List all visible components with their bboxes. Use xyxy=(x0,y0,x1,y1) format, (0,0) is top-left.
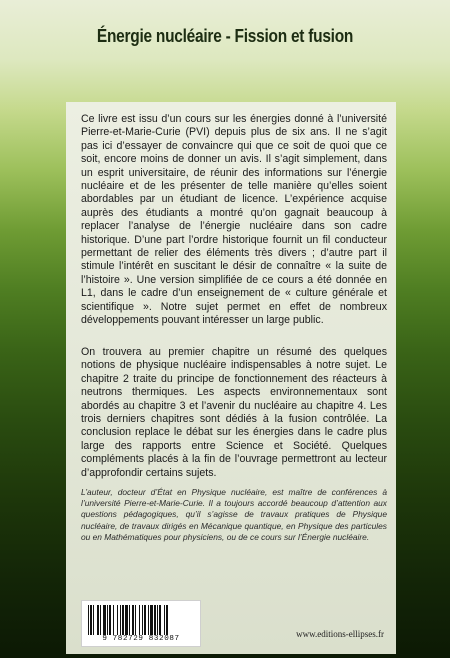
publisher-website: www.editions-ellipses.fr xyxy=(296,629,384,639)
isbn-barcode xyxy=(81,600,201,647)
blurb-paragraph-1: Ce livre est issu d’un cours sur les énergies donné à l’université Pierre-et-Marie-Curie (PVI) depuis plus de six ans. Il ne s’agit pas ici d’essayer de convaincre qui que ce soit de quoi que ce soit, encore moins de donner un avis. Il s’agit simplement, dans un esprit universitaire, de réunir des informations sur l’énergie nucléaire et de les présenter de telle manière qu’elles soient abordables par un étudiant de licence. L’expérience acquise auprès des étudiants a montré qu’on gagnait beaucoup à replacer l’analyse de l’énergie nucléaire dans son cadre historique. D’une part l’ordre historique fournit un fil conducteur permettant de relier des éléments très divers ; d’autre part il stimule l’intérêt en suscitant le désir de connaître « la suite de l’histoire ». Une version simplifiée de ce cours a été donnée en L1, dans le cadre d’un enseignement de « culture générale et scientifique ». Notre sujet permet en effet de nombreux développements pouvant intéresser un large public. xyxy=(81,113,387,327)
barcode-icon xyxy=(88,605,196,635)
author-bio: L’auteur, docteur d’État en Physique nucléaire, est maître de conférences à l’université Pierre-et-Marie-Curie. Il a toujours accordé beaucoup d’attention aux questions pédagogiques, qu’il s’agisse de travaux pratiques de Physique nucléaire, de travaux dirigés en Mécanique quantique, en Physique des particules ou en Mathématiques pour physiciens, ou de ce cours sur l’Énergie nucléaire. xyxy=(81,487,387,542)
isbn-number: 9 782729 832087 xyxy=(102,635,180,643)
blurb-paragraph-2: On trouvera au premier chapitre un résumé des quelques notions de physique nucléaire indispensables à notre sujet. Le chapitre 2 traite du principe de fonctionnement des réacteurs à neutrons thermiques. Les aspects environnementaux sont abordés au chapitre 3 et l’avenir du nucléaire au chapitre 4. Les trois derniers chapitres sont dédiés à la fusion contrôlée. La conclusion replace le débat sur les énergies dans le cadre plus large des rapports entre Science et Société. Quelques compléments placés à la fin de l’ouvrage permettront au lecteur d’approfondir certains sujets. xyxy=(81,346,387,479)
book-title: Énergie nucléaire - Fission et fusion xyxy=(96,26,354,46)
